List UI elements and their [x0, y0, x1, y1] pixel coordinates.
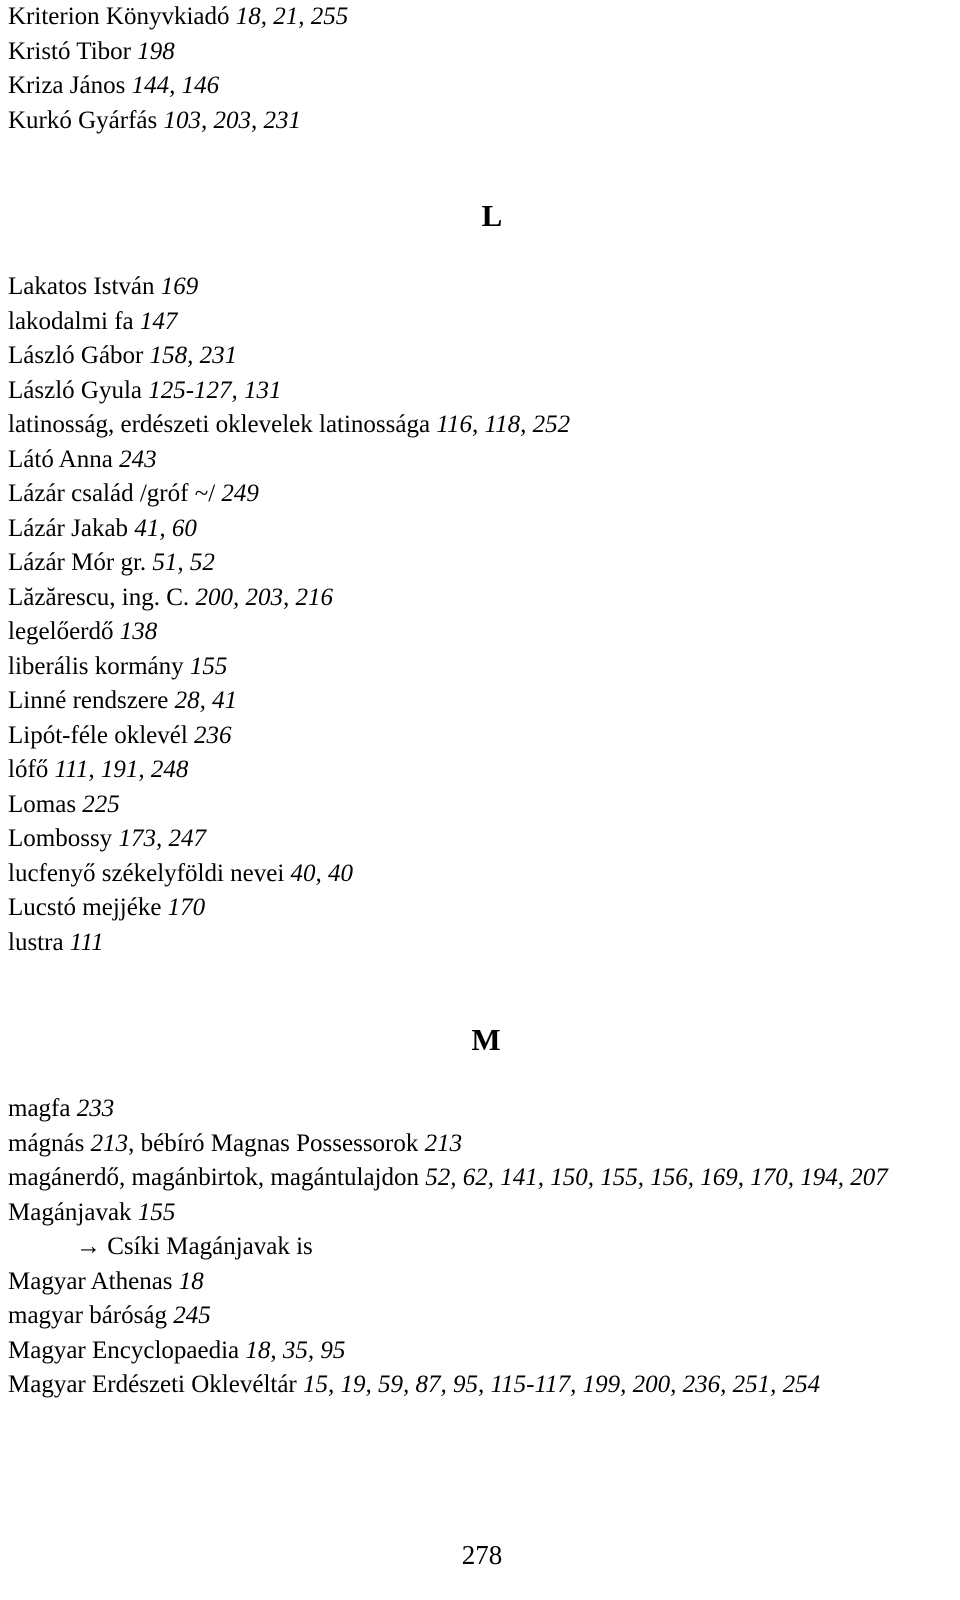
index-entry — [8, 1265, 948, 1300]
entry-term: Lomas — [8, 790, 77, 818]
entry-term: Lăzărescu, ing. C. — [8, 583, 190, 611]
index-entry — [8, 857, 948, 892]
entry-pages: 144, 146 — [131, 72, 220, 99]
index-entry — [8, 719, 948, 754]
entry-pages: 18, 21, 255 — [235, 3, 349, 30]
entry-term: latinosság, erdészeti oklevelek latinossága — [8, 411, 431, 438]
entry-pages: 200, 203, 216 — [195, 583, 333, 611]
see-also-target: Csíki Magánjavak is — [107, 1233, 313, 1260]
entry-term: Lipót-féle oklevél — [8, 721, 188, 749]
entry-term: legelőerdő — [8, 618, 114, 645]
index-entry — [8, 512, 948, 547]
index-entry — [8, 753, 948, 788]
entry-pages: 18, 35, 95 — [245, 1336, 346, 1364]
entry-term: Kristó Tibor — [8, 37, 131, 65]
index-entry — [8, 305, 948, 340]
page-number: 278 — [461, 1540, 503, 1570]
entry-pages: 249 — [221, 480, 259, 507]
index-entry — [8, 0, 948, 35]
entry-pages: 169 — [160, 273, 199, 300]
entry-pages: 225 — [82, 790, 120, 818]
see-also-reference — [8, 1230, 948, 1265]
index-entry — [8, 374, 948, 409]
entry-term: lófő — [8, 756, 49, 783]
entry-pages: 213 — [90, 1129, 129, 1157]
index-entry — [8, 339, 948, 374]
index-entry — [8, 270, 948, 305]
entry-pages: 28, 41 — [174, 687, 238, 714]
entry-term: magánerdő, magánbirtok, magántulajdon — [8, 1164, 419, 1191]
entry-term: Magánjavak — [8, 1198, 132, 1226]
index-entry — [8, 35, 948, 70]
index-section-k — [8, 0, 948, 138]
entry-pages: 15, 19, 59, 87, 95, 115-117, 199, 200, 236, 251, 254 — [303, 1371, 821, 1398]
index-entry — [8, 891, 948, 926]
index-entry — [8, 788, 948, 823]
entry-pages: 173, 247 — [118, 825, 206, 852]
entry-term: Kurkó Gyárfás — [8, 106, 158, 134]
entry-pages: 155 — [189, 652, 228, 680]
entry-pages: 236 — [194, 721, 232, 749]
entry-pages: 158, 231 — [149, 342, 238, 369]
index-entry — [8, 1299, 948, 1334]
arrow-right-icon: → — [76, 1233, 101, 1260]
index-section-l — [8, 270, 948, 960]
entry-term: magfa — [8, 1095, 71, 1122]
entry-pages: 40, 40 — [290, 859, 354, 887]
entry-pages: 111, 191, 248 — [54, 756, 189, 783]
index-entry — [8, 650, 948, 685]
entry-pages: 41, 60 — [134, 514, 197, 542]
index-entry — [8, 443, 948, 478]
entry-pages: 170 — [167, 894, 206, 921]
entry-term: Lakatos István — [8, 273, 155, 300]
entry-term: Kriterion Könyvkiadó — [8, 3, 230, 30]
index-entry — [8, 408, 948, 443]
entry-pages: 198 — [137, 37, 175, 65]
entry-term: László Gábor — [8, 342, 144, 369]
entry-pages: 18 — [178, 1267, 204, 1295]
entry-pages: 147 — [139, 307, 178, 335]
index-entry — [8, 684, 948, 719]
entry-pages: 111 — [69, 928, 104, 956]
entry-term: lucfenyő székelyföldi nevei — [8, 859, 285, 887]
index-entry — [8, 822, 948, 857]
index-entry — [8, 926, 948, 961]
entry-subterm-pages: 213 — [424, 1129, 463, 1157]
entry-term: László Gyula — [8, 376, 142, 404]
section-letter-m: M — [471, 1022, 501, 1057]
entry-pages: 138 — [119, 618, 158, 645]
entry-term: Magyar Encyclopaedia — [8, 1336, 240, 1364]
entry-pages: 52, 62, 141, 150, 155, 156, 169, 170, 194, 207 — [425, 1164, 888, 1191]
entry-term: Lombossy — [8, 825, 113, 852]
entry-term: lustra — [8, 928, 64, 956]
index-entry — [8, 615, 948, 650]
entry-term: mágnás — [8, 1129, 85, 1157]
entry-pages: 103, 203, 231 — [163, 106, 302, 134]
index-section-m — [8, 1092, 948, 1403]
index-entry — [8, 1092, 948, 1127]
entry-term: Lázár Mór gr. — [8, 549, 147, 576]
entry-term: Lucstó mejjéke — [8, 894, 162, 921]
entry-term: liberális kormány — [8, 652, 184, 680]
entry-pages: 243 — [119, 445, 157, 473]
index-entry — [8, 477, 948, 512]
entry-pages: 233 — [76, 1095, 115, 1122]
entry-term: Lázár család /gróf ~/ — [8, 480, 216, 507]
index-entry — [8, 1127, 948, 1162]
entry-term: Linné rendszere — [8, 687, 169, 714]
entry-pages: 51, 52 — [152, 549, 215, 576]
entry-pages: 245 — [173, 1302, 211, 1329]
entry-pages: 125-127, 131 — [148, 376, 282, 404]
index-entry — [8, 1334, 948, 1369]
section-letter-l: L — [481, 198, 503, 233]
entry-pages: 116, 118, 252 — [436, 411, 571, 438]
entry-term: magyar báróság — [8, 1302, 167, 1329]
entry-subterm: , bébíró Magnas Possessorok — [128, 1129, 419, 1157]
index-entry — [8, 69, 948, 104]
index-entry — [8, 546, 948, 581]
index-entry — [8, 1196, 948, 1231]
entry-pages: 155 — [137, 1198, 176, 1226]
entry-term: Kriza János — [8, 72, 126, 99]
index-entry — [8, 1161, 948, 1196]
entry-term: Látó Anna — [8, 445, 113, 473]
index-entry — [8, 581, 948, 616]
entry-term: Magyar Athenas — [8, 1267, 173, 1295]
entry-term: lakodalmi fa — [8, 307, 134, 335]
entry-term: Lázár Jakab — [8, 514, 129, 542]
index-entry — [8, 104, 948, 139]
entry-term: Magyar Erdészeti Oklevéltár — [8, 1371, 297, 1398]
index-entry — [8, 1368, 948, 1403]
